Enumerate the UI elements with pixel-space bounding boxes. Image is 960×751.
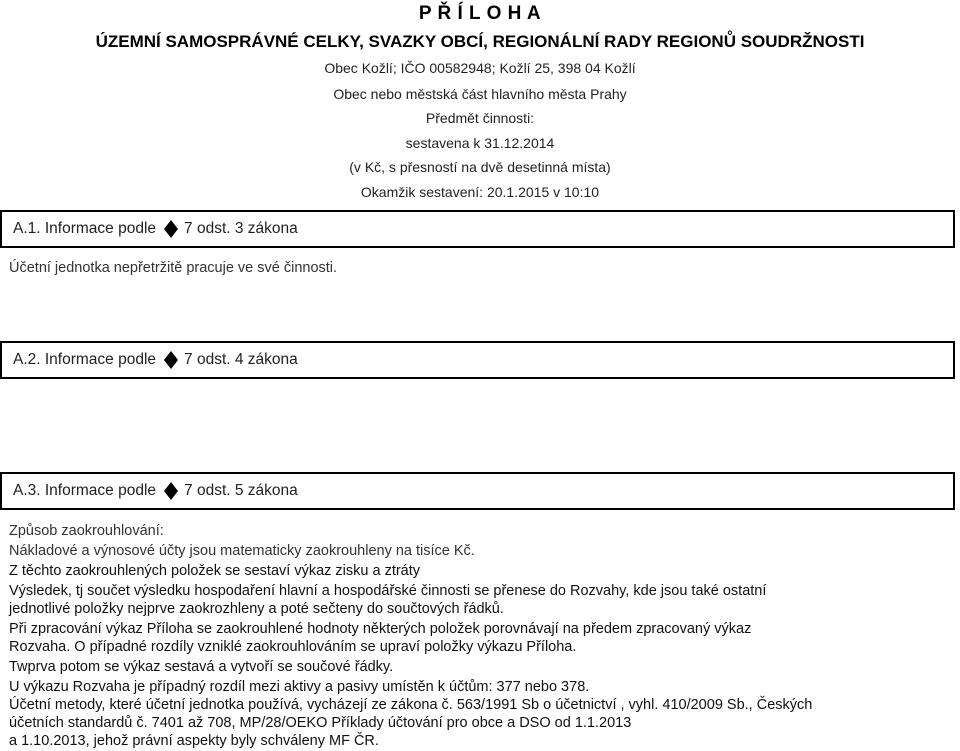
section-a3-line: Výsledek, tj součet výsledku hospodaření hlavní a hospodářské činnosti se přenese do Rozvahy, kde jsou také ostatní <box>9 583 767 599</box>
section-a2-prefix: A.2. Informace podle <box>13 351 157 368</box>
section-sign-icon <box>164 482 178 500</box>
section-a3-line: jednotlivé položky nejprve zaokrozhleny a poté sečteny do součtových řádků. <box>9 601 504 617</box>
section-a3-line: Účetní metody, které účetní jednotka používá, vycházejí ze zákona č. 563/1991 Sb o účetnictví , vyhl. 410/2009 Sb., Českých <box>9 697 813 713</box>
section-a1-header <box>0 210 955 248</box>
section-a3-suffix: 7 odst. 5 zákona <box>184 482 298 499</box>
section-sign-icon <box>164 351 178 369</box>
units-note: (v Kč, s přesností na dvě desetinná místa) <box>349 159 611 175</box>
section-a3-header <box>0 472 955 510</box>
section-a3-line: Twprva potom se výkaz sestavá a vytvoří se součové řádky. <box>9 659 394 675</box>
section-a3-prefix: A.3. Informace podle <box>13 482 157 499</box>
section-a2-suffix: 7 odst. 4 zákona <box>184 351 298 368</box>
compiled-date: sestavena k 31.12.2014 <box>405 135 555 151</box>
section-a3-line: U výkazu Rozvaha je případný rozdíl mezi aktivy a pasivy umístěn k účtům: 377 nebo 378. <box>9 679 590 695</box>
section-a1-suffix: 7 odst. 3 zákona <box>184 220 298 237</box>
section-a3-line: a 1.10.2013, jehož právní aspekty byly schváleny MF ČR. <box>9 733 379 749</box>
compilation-moment: Okamžik sestavení: 20.1.2015 v 10:10 <box>360 184 600 200</box>
section-a3-line: Z těchto zaokrouhlených položek se sestaví výkaz zisku a ztráty <box>9 563 421 579</box>
section-a1-line: Účetní jednotka nepřetržitě pracuje ve své činnosti. <box>9 260 338 276</box>
section-a3-line: účetních standardů č. 7401 až 708, MP/28/OEKO Příklady účtování pro obce a DSO od 1.1.2013 <box>9 715 632 731</box>
document-title: P Ř Í L O H A <box>418 3 542 24</box>
section-a3-line: Při zpracování výkaz Příloha se zaokrouhlené hodnoty některých položek porovnávají na předem zpracovaný výkaz <box>9 621 752 637</box>
section-a3-line: Nákladové a výnosové účty jsou matematicky zaokrouhleny na tisíce Kč. <box>9 543 475 559</box>
section-sign-icon <box>164 220 178 238</box>
section-a3-line: Způsob zaokrouhlování: <box>9 523 164 539</box>
entity-info: Obec Kožlí; IČO 00582948; Kožlí 25, 398 04 Kožlí <box>324 60 636 76</box>
municipality-type: Obec nebo městská část hlavního města Prahy <box>333 86 627 102</box>
section-a1-prefix: A.1. Informace podle <box>13 220 157 237</box>
document-subtitle: ÚZEMNÍ SAMOSPRÁVNÉ CELKY, SVAZKY OBCÍ, REGIONÁLNÍ RADY REGIONŮ SOUDRŽNOSTI <box>95 32 865 51</box>
activity-label: Předmět činnosti: <box>425 110 535 126</box>
section-a3-line: Rozvaha. O případné rozdíly vzniklé zaokrouhlováním se upraví položky výkazu Příloha. <box>9 639 577 655</box>
section-a2-header <box>0 341 955 379</box>
